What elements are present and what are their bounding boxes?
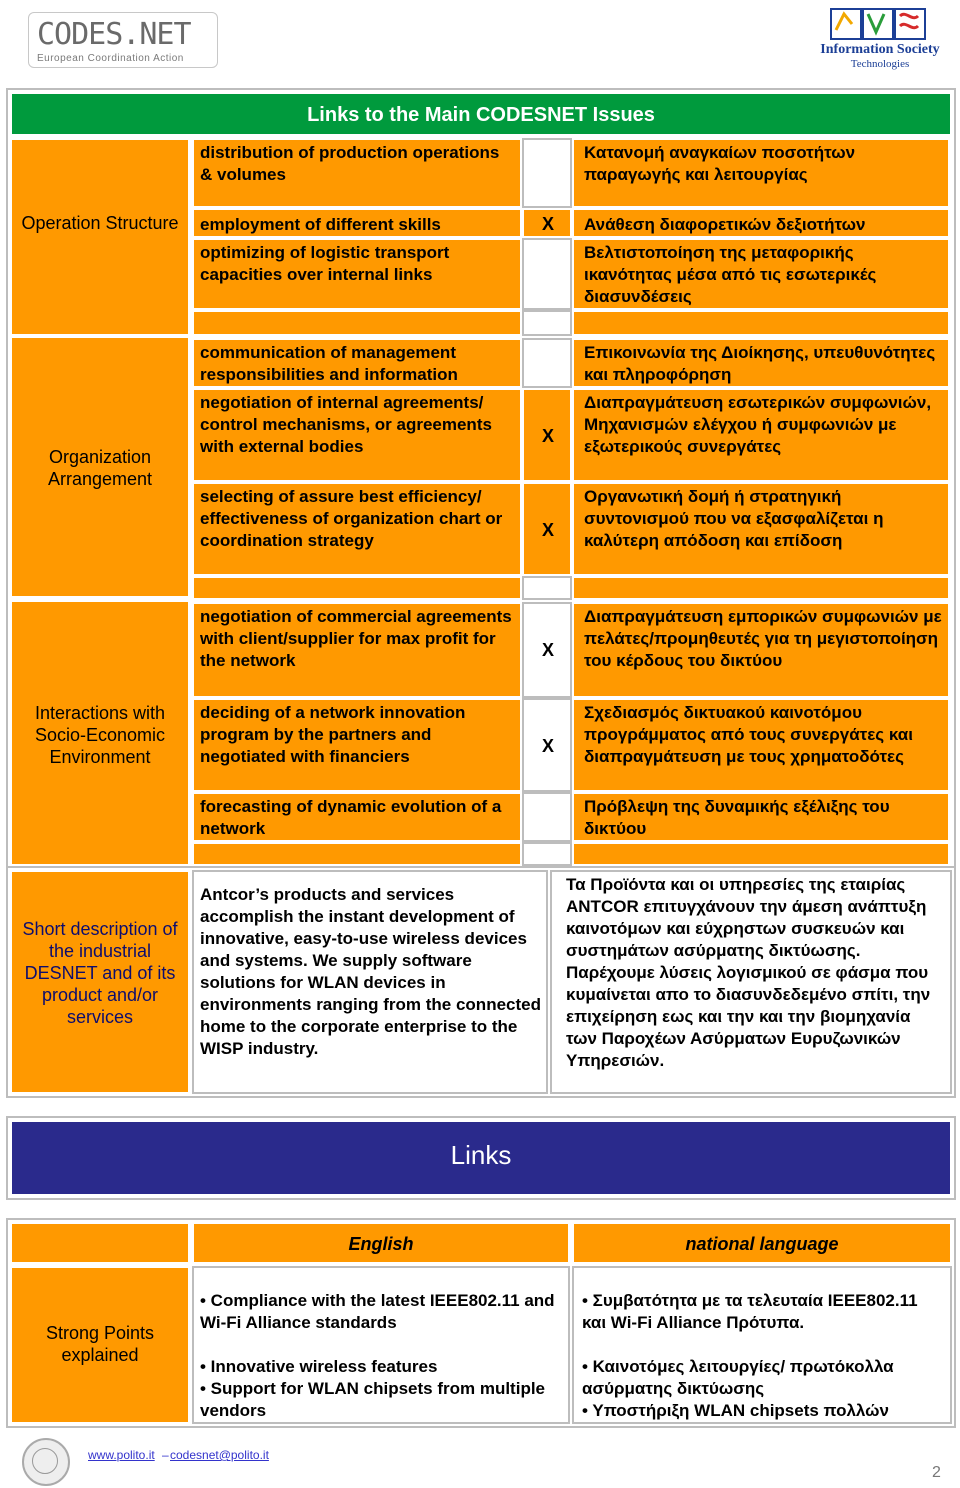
section-organization-label: Organization Arrangement <box>47 447 153 489</box>
spacer-cell <box>522 576 572 600</box>
table-row-mark: X <box>522 208 572 238</box>
codesnet-logo-subtitle: European Coordination Action <box>37 53 184 64</box>
strong-point-en: • Innovative wireless features <box>200 1357 438 1376</box>
ist-logo <box>810 4 950 70</box>
spacer-cell <box>192 842 522 866</box>
table-row-gr: Κατανομή αναγκαίων ποσοτήτων παραγωγής και λειτουργίας <box>572 138 950 208</box>
table-row-gr: Ανάθεση διαφορετικών δεξιοτήτων <box>572 208 950 238</box>
strong-point-gr: • Καινοτόμες λειτουργίες/ πρωτόκολλα ασύρματης δικτύωσης <box>582 1357 894 1398</box>
table-row-en: forecasting of dynamic evolution of a network <box>192 792 522 842</box>
links-title: Links <box>450 1140 512 1170</box>
description-label: Short description of the industrial DESNET and of its product and/or services <box>22 919 178 1027</box>
table-row-gr: Διαπραγμάτευση εσωτερικών συμφωνιών, Μηχανισμών ελέγχου ή συμφωνιών με εξωτερικούς συνεργάτες <box>572 388 950 482</box>
table-row-en: distribution of production operations & volumes <box>192 138 522 208</box>
section-operation-label: Operation Structure <box>21 213 179 233</box>
strong-point-en: • Support for WLAN chipsets from multiple vendors <box>200 1379 546 1420</box>
table-row-gr: Επικοινωνία της Διοίκησης, υπευθυνότητες και πληροφόρηση <box>572 338 950 388</box>
spacer-cell <box>572 576 950 600</box>
strong-points-en-cell <box>192 1266 570 1424</box>
table-row-en: deciding of a network innovation program by the partners and negotiated with financiers <box>192 698 522 792</box>
table-row-en: optimizing of logistic transport capacities over internal links <box>192 238 522 310</box>
description-en: Antcor’s products and services accomplish the instant development of innovative, easy-to-use wireless devices and systems. We supply software solutions for WLAN devices in environments ranging from the connected home to the corporate enterprise to the WISP industry. <box>200 885 541 1058</box>
table-row-gr: Βελτιστοποίηση της μεταφορικής ικανότητας μέσα από τις εσωτερικές διασυνδέσεις <box>572 238 950 310</box>
section-organization <box>10 336 190 598</box>
table-row-en: negotiation of internal agreements/ control mechanisms, or agreements with external bodies <box>192 388 522 482</box>
section-interactions-label: Interactions with Socio-Economic Environment <box>34 703 166 767</box>
issues-title-bar <box>12 94 950 134</box>
table-row-en: negotiation of commercial agreements with client/supplier for max profit for the network <box>192 602 522 698</box>
table-row-gr: Σχεδιασμός δικτυακού καινοτόμου προγράμματος από τους συνεργάτες και διαπραγμάτευση με τους χρηματοδότες <box>572 698 950 792</box>
description-gr-cell <box>550 870 952 1094</box>
table-row-mark: X <box>522 388 572 482</box>
table-row-mark <box>522 238 572 310</box>
spacer-cell <box>572 842 950 866</box>
issues-title: Links to the Main CODESNET Issues <box>307 104 655 126</box>
table-row-mark <box>522 338 572 388</box>
table-row-en: employment of different skills <box>192 208 522 238</box>
ist-logo-mark <box>830 4 926 38</box>
strong-point-en: • Compliance with the latest IEEE802.11 and Wi-Fi Alliance standards <box>200 1291 555 1332</box>
section-interactions <box>10 600 190 866</box>
spacer-cell <box>572 310 950 336</box>
spacer-cell <box>192 310 522 336</box>
table-row-mark <box>522 138 572 208</box>
spacer-cell <box>522 310 572 336</box>
table-row-gr: Διαπραγμάτευση εμπορικών συμφωνιών με πελάτες/προμηθευτές για τη μεγιστοποίηση του κέρδους του δικτύου <box>572 602 950 698</box>
table-row-gr: Οργανωτική δομή ή στρατηγική συντονισμού που να εξασφαλίζεται η καλύτερη απόδοση και επίδοση <box>572 482 950 576</box>
table-row-mark: X <box>522 482 572 576</box>
links-header-blank <box>10 1222 190 1264</box>
table-row-en: communication of management responsibilities and information <box>192 338 522 388</box>
page-number: 2 <box>932 1464 941 1481</box>
footer-separator: – <box>162 1448 169 1462</box>
strong-points-label: Strong Points explained <box>45 1323 155 1365</box>
codesnet-logo <box>28 12 218 68</box>
strong-points-label-cell <box>10 1266 190 1424</box>
links-col-national: national language <box>572 1222 952 1264</box>
university-seal-icon <box>22 1438 70 1486</box>
strong-points-gr-cell <box>572 1266 952 1424</box>
description-label-cell <box>10 870 190 1094</box>
table-row-gr: Πρόβλεψη της δυναμικής εξέλιξης του δικτύου <box>572 792 950 842</box>
strong-point-gr: • Υποστήριξη WLAN chipsets πολλών <box>582 1401 889 1420</box>
table-row-en: selecting of assure best efficiency/ effectiveness of organization chart or coordination strategy <box>192 482 522 576</box>
table-row-mark: X <box>522 602 572 698</box>
table-row-mark <box>522 792 572 842</box>
spacer-cell <box>192 576 522 600</box>
description-en-cell <box>192 870 548 1094</box>
links-banner <box>12 1122 950 1194</box>
codesnet-email-link[interactable]: codesnet@polito.it <box>170 1448 269 1462</box>
table-row-mark: X <box>522 698 572 792</box>
codesnet-logo-text: CODES.NET <box>37 17 191 52</box>
ist-logo-line2: Technologies <box>850 58 910 70</box>
ist-logo-line1: Information Society <box>820 42 940 57</box>
section-operation <box>10 138 190 336</box>
strong-point-gr: • Συμβατότητα με τα τελευταία IEEE802.11 και Wi-Fi Alliance Πρότυπα. <box>582 1291 918 1332</box>
spacer-cell <box>522 842 572 866</box>
links-col-english: English <box>192 1222 570 1264</box>
description-gr: Τα Προϊόντα και οι υπηρεσίες της εταιρίας ANTCOR επιτυγχάνουν την άμεση ανάπτυξη καινοτόμων και εύχρηστων συσκευών και συστημάτων ασύρματης δικτύωσης. Παρέχουμε λύσεις λογισμικού σε φάσμα που κυμαίνεται απο το διασυνδεδεμένο σπίτι, την επιχείρηση εως και την και την βιομηχανία των Παροχέων Ασύρματων Ευρυζωνικών Υπηρεσιών. <box>566 875 931 1070</box>
polito-link[interactable]: www.polito.it <box>88 1448 155 1462</box>
